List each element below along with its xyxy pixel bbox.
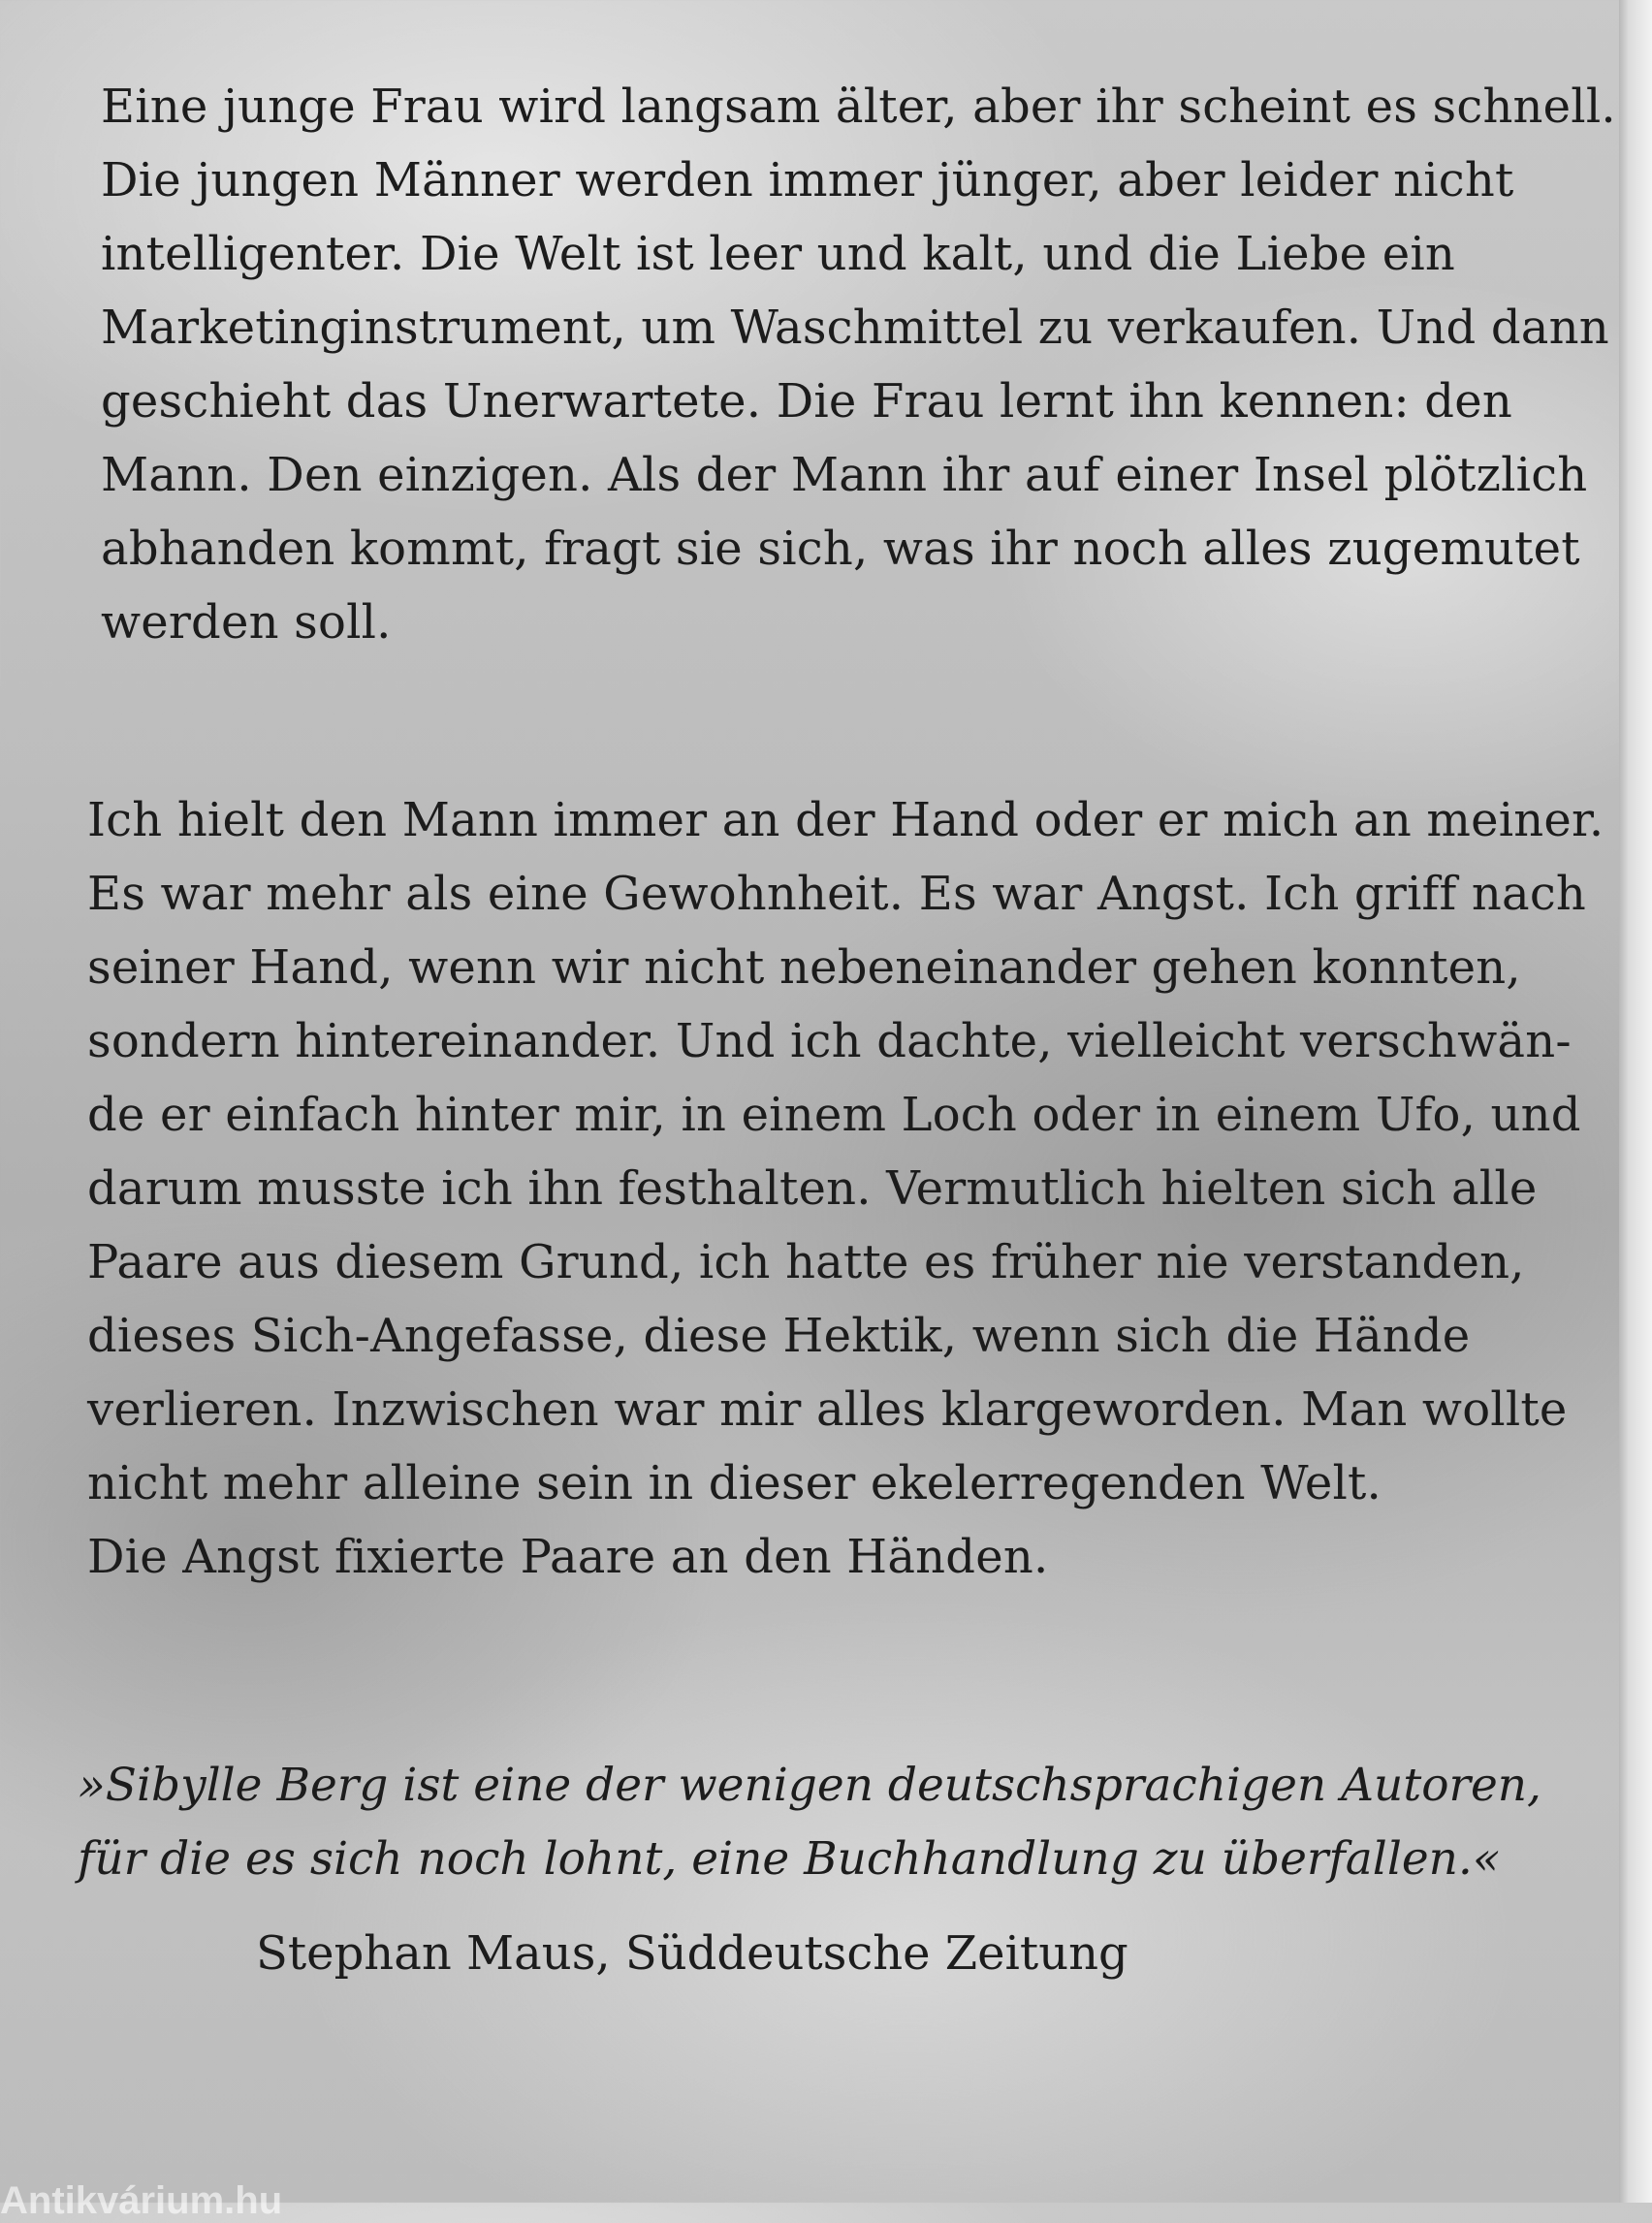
- excerpt-line: Die Angst fixierte Paare an den Händen.: [87, 1530, 1049, 1584]
- excerpt-line: darum musste ich ihn festhalten. Vermutlich hielten sich alle: [87, 1161, 1538, 1216]
- blurb-line: geschieht das Unerwartete. Die Frau lernt ihn kennen: den: [101, 374, 1512, 429]
- excerpt-line: de er einfach hinter mir, in einem Loch oder in einem Ufo, und: [87, 1088, 1581, 1142]
- page-edge: [1619, 0, 1652, 2203]
- excerpt-line: verlieren. Inzwischen war mir alles klargeworden. Man wollte: [87, 1382, 1568, 1437]
- blurb-line: Die jungen Männer werden immer jünger, aber leider nicht: [101, 153, 1514, 207]
- excerpt-paragraph: [87, 783, 1604, 1594]
- blurb-line: intelligenter. Die Welt ist leer und kalt, und die Liebe ein: [101, 227, 1455, 281]
- excerpt-line: sondern hintereinander. Und ich dachte, vielleicht verschwän-: [87, 1014, 1572, 1068]
- blurb-line: werden soll.: [101, 595, 392, 650]
- excerpt-line: nicht mehr alleine sein in dieser ekelerregenden Welt.: [87, 1456, 1382, 1510]
- blurb-line: Mann. Den einzigen. Als der Mann ihr auf einer Insel plötzlich: [101, 448, 1588, 502]
- blurb-line: Eine junge Frau wird langsam älter, aber ihr scheint es schnell.: [101, 79, 1616, 134]
- excerpt-line: Es war mehr als eine Gewohnheit. Es war Angst. Ich griff nach: [87, 867, 1587, 921]
- excerpt-line: dieses Sich-Angefasse, diese Hektik, wenn sich die Hände: [87, 1309, 1471, 1363]
- blurb-line: abhanden kommt, fragt sie sich, was ihr noch alles zugemutet: [101, 522, 1580, 576]
- quote-line: »Sibylle Berg ist eine der wenigen deutschsprachigen Autoren,: [78, 1759, 1541, 1812]
- excerpt-line: seiner Hand, wenn wir nicht nebeneinander gehen konnten,: [87, 940, 1521, 995]
- press-quote: [78, 1749, 1551, 1896]
- excerpt-line: Ich hielt den Mann immer an der Hand oder er mich an meiner.: [87, 793, 1604, 847]
- excerpt-line: Paare aus diesem Grund, ich hatte es früher nie verstanden,: [87, 1235, 1525, 1289]
- blurb-paragraph: [101, 70, 1616, 659]
- watermark: Antikvárium.hu: [0, 2179, 283, 2222]
- blurb-line: Marketinginstrument, um Waschmittel zu verkaufen. Und dann: [101, 301, 1609, 355]
- quote-attribution: Stephan Maus, Süddeutsche Zeitung: [256, 1926, 1128, 1981]
- quote-line: für die es sich noch lohnt, eine Buchhandlung zu überfallen.«: [78, 1832, 1501, 1886]
